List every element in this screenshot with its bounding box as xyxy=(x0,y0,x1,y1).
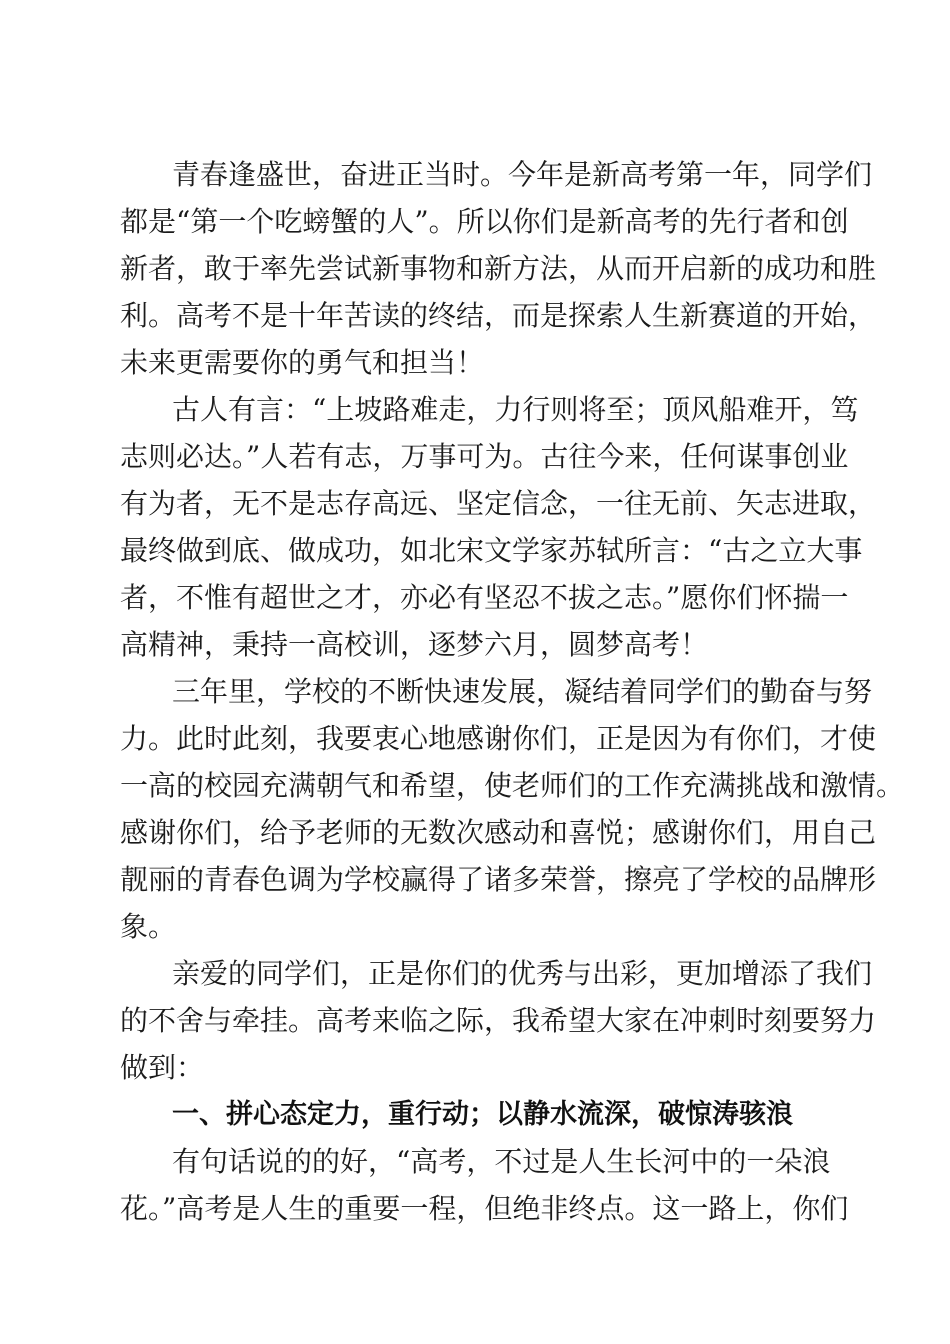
paragraph-1-line-3: 新者，敢于率先尝试新事物和新方法，从而开启新的成功和胜 xyxy=(120,252,877,285)
paragraph-4-line-3: 做到： xyxy=(120,1051,205,1084)
paragraph-2-line-5: 者，不惟有超世之才，亦必有坚忍不拔之志。”愿你们怀揣一 xyxy=(120,581,849,614)
paragraph-2-line-1: 古人有言：“上坡路难走，力行则将至；顶风船难开，笃 xyxy=(172,393,859,426)
paragraph-2-line-2: 志则必达。”人若有志，万事可为。古往今来，任何谋事创业 xyxy=(120,440,849,473)
paragraph-4-line-2: 的不舍与牵挂。高考来临之际，我希望大家在冲刺时刻要努力 xyxy=(120,1004,877,1037)
paragraph-1-line-1: 青春逢盛世，奋进正当时。今年是新高考第一年，同学们 xyxy=(172,158,873,191)
paragraph-2-line-3: 有为者，无不是志存高远、坚定信念，一往无前、矢志进取， xyxy=(120,487,877,520)
paragraph-2-line-4: 最终做到底、做成功，如北宋文学家苏轼所言：“古之立大事 xyxy=(120,534,863,567)
paragraph-3-line-5: 靓丽的青春色调为学校赢得了诸多荣誉，擦亮了学校的品牌形 xyxy=(120,863,877,896)
paragraph-1-line-5: 未来更需要你的勇气和担当！ xyxy=(120,346,485,379)
paragraph-5-line-1: 有句话说的的好，“高考，不过是人生长河中的一朵浪 xyxy=(172,1145,831,1178)
section-heading-1: 一、拼心态定力，重行动；以静水流深，破惊涛骇浪 xyxy=(172,1099,793,1130)
paragraph-3-line-3: 一高的校园充满朝气和希望，使老师们的工作充满挑战和激情。 xyxy=(120,769,905,802)
paragraph-3-line-2: 力。此时此刻，我要衷心地感谢你们，正是因为有你们，才使 xyxy=(120,722,877,755)
paragraph-3-line-4: 感谢你们，给予老师的无数次感动和喜悦；感谢你们，用自己 xyxy=(120,816,877,849)
paragraph-2-line-6: 高精神，秉持一高校训，逐梦六月，圆梦高考！ xyxy=(120,628,709,661)
paragraph-5-line-2: 花。”高考是人生的重要一程，但绝非终点。这一路上，你们 xyxy=(120,1192,849,1225)
paragraph-1-line-2: 都是“第一个吃螃蟹的人”。所以你们是新高考的先行者和创 xyxy=(120,205,849,238)
paragraph-3-line-1: 三年里，学校的不断快速发展，凝结着同学们的勤奋与努 xyxy=(172,675,873,708)
paragraph-4-line-1: 亲爱的同学们，正是你们的优秀与出彩，更加增添了我们 xyxy=(172,957,873,990)
paragraph-1-line-4: 利。高考不是十年苦读的终结，而是探索人生新赛道的开始， xyxy=(120,299,877,332)
paragraph-3-line-6: 象。 xyxy=(120,910,177,943)
